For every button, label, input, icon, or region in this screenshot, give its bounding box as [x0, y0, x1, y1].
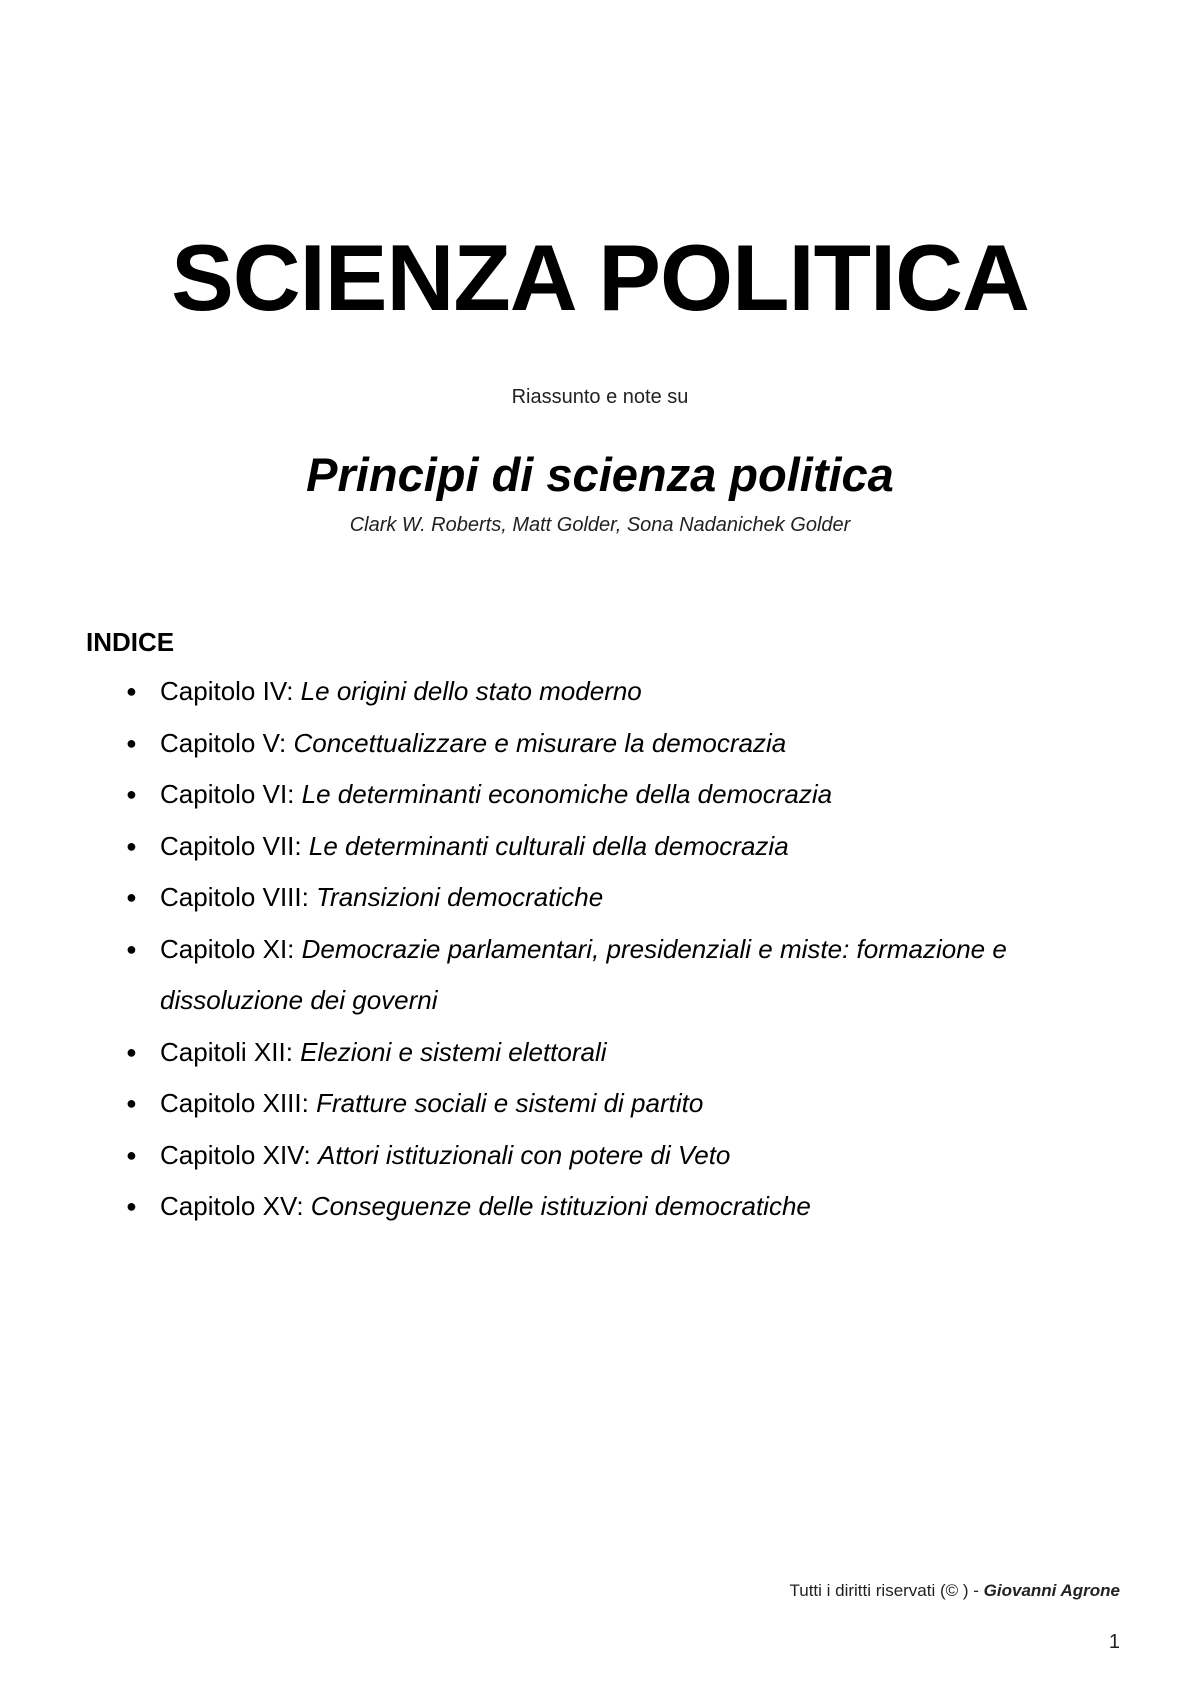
chapter-title: Transizioni democratiche: [316, 882, 604, 912]
bullet-icon: ●: [126, 1196, 137, 1216]
chapter-title: Le origini dello stato moderno: [300, 676, 642, 706]
footer-rights: [789, 1580, 1120, 1602]
index-item: [120, 1027, 1120, 1079]
bullet-icon: ●: [126, 1144, 137, 1165]
footer-author: Giovanni Agrone: [983, 1581, 1120, 1600]
bullet-icon: ●: [126, 681, 137, 701]
chapter-label: Capitolo V:: [160, 727, 294, 758]
chapter-label: Capitolo XV:: [160, 1191, 311, 1221]
index-item: [120, 769, 1120, 821]
bullet-icon: ●: [126, 938, 137, 959]
chapter-title: Le determinanti economiche della democrazia: [301, 779, 833, 809]
chapter-label: Capitolo VIII:: [160, 882, 317, 912]
index-item: [120, 924, 1120, 1027]
chapter-title: Le determinanti culturali della democrazia: [308, 830, 789, 861]
book-title: Principi di scienza politica: [306, 448, 894, 501]
index-item: [120, 1181, 1120, 1233]
chapter-title: Concettualizzare e misurare la democrazia: [293, 727, 787, 758]
index-list: [120, 666, 1120, 1233]
chapter-label: Capitoli XII:: [160, 1036, 301, 1067]
chapter-label: Capitolo IV:: [160, 676, 301, 706]
bullet-icon: ●: [126, 835, 137, 856]
index-item: [120, 872, 1120, 924]
index-item: [120, 718, 1120, 770]
bullet-icon: ●: [126, 732, 137, 753]
subtitle-intro: Riassunto e note su: [511, 386, 689, 408]
index-item: [120, 1130, 1120, 1182]
chapter-title: Conseguenze delle istituzioni democratiche: [310, 1191, 811, 1221]
index-item: [120, 666, 1120, 718]
chapter-label: Capitolo VII:: [160, 830, 309, 861]
document-title: SCIENZA POLITICA: [171, 225, 1029, 330]
chapter-title: Democrazie parlamentari, presidenziali e miste: formazione e dissoluzione dei governi: [160, 933, 1007, 1015]
chapter-label: Capitolo XI:: [160, 933, 302, 964]
chapter-title: Attori istituzionali con potere di Veto: [318, 1139, 731, 1170]
chapter-label: Capitolo XIII:: [160, 1088, 317, 1118]
bullet-icon: ●: [126, 1041, 137, 1062]
chapter-title: Elezioni e sistemi elettorali: [300, 1036, 607, 1067]
index-item: [120, 1078, 1120, 1130]
bullet-icon: ●: [126, 1093, 137, 1113]
index-heading: INDICE: [86, 627, 175, 657]
page-number: 1: [1108, 1631, 1120, 1653]
book-authors: Clark W. Roberts, Matt Golder, Sona Nadanichek Golder: [349, 514, 851, 536]
rights-text: Tutti i diritti riservati (© ) -: [789, 1581, 984, 1600]
index-item: [120, 821, 1120, 873]
chapter-label: Capitolo XIV:: [160, 1139, 319, 1170]
chapter-label: Capitolo VI:: [160, 779, 302, 809]
bullet-icon: ●: [126, 784, 137, 804]
chapter-title: Fratture sociali e sistemi di partito: [316, 1088, 704, 1118]
bullet-icon: ●: [126, 887, 137, 907]
